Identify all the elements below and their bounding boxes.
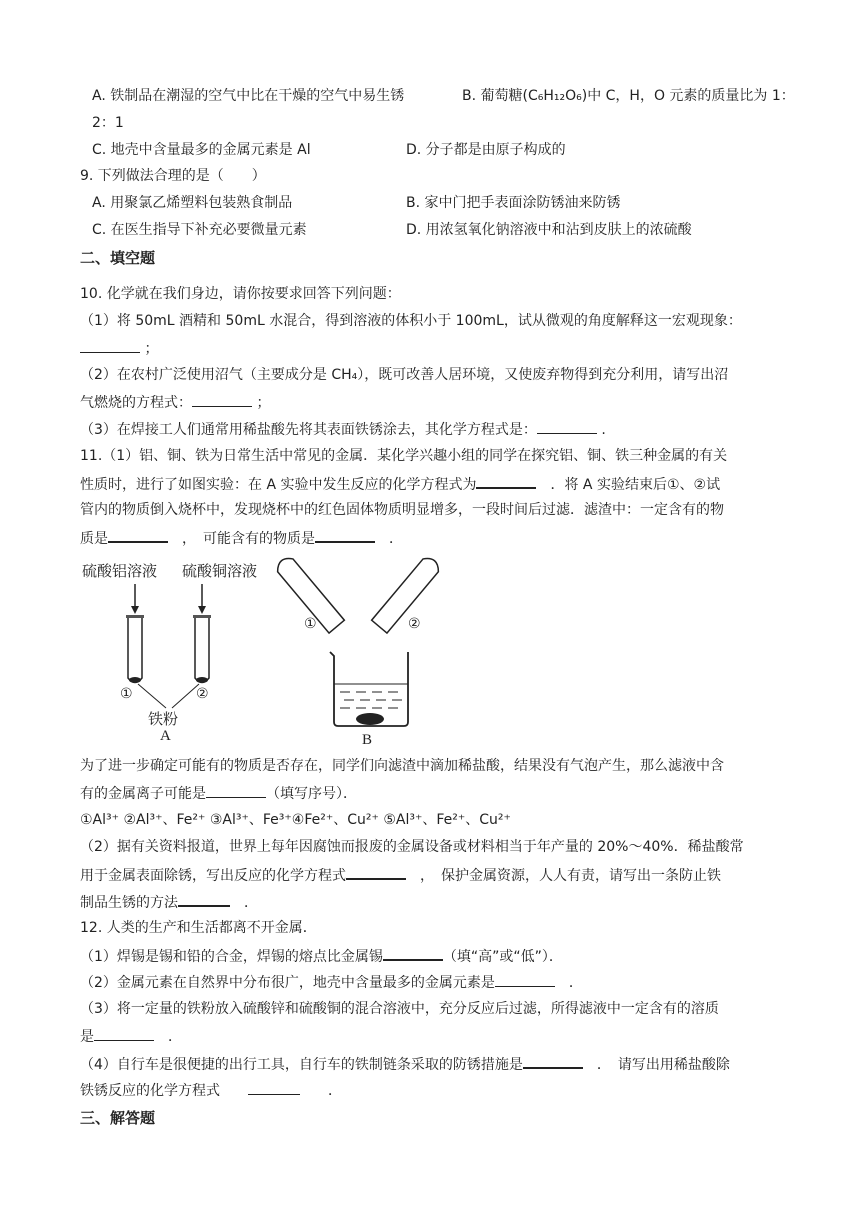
- arrow-down-icon: [198, 606, 206, 614]
- punctuation: ．: [244, 895, 258, 911]
- q11-line10-text: 制品生锈的方法: [80, 895, 178, 911]
- q8-option-c: C. 地壳中含量最多的金属元素是 Al: [92, 142, 311, 158]
- answer-blank[interactable]: [178, 891, 230, 907]
- q12-part4-text: （4）自行车是很便捷的出行工具，自行车的铁制链条采取的防锈措施是: [80, 1057, 523, 1073]
- test-tube-icon: [372, 556, 443, 633]
- q10-part2: （2）在农村广泛使用沼气（主要成分是 CH₄），既可改善人居环境，又使废弃物得到充分利用，请写出沼: [80, 367, 729, 383]
- q10-part2-line2: [80, 392, 270, 413]
- punctuation: .: [601, 422, 606, 438]
- q9-option-a: A. 用聚氯乙烯塑料包装熟食制品: [92, 195, 293, 211]
- q12-part4-text-end: ． 请写出用稀盐酸除: [596, 1057, 730, 1073]
- q11-line9-text-end: ， 保护金属资源，人人有责，请写出一条防止铁: [420, 868, 721, 884]
- q8-option-a: A. 铁制品在潮湿的空气中比在干燥的空气中易生锈: [92, 88, 405, 104]
- q8-option-b: B. 葡萄糖(C₆H₁₂O₆)中 C，H，O 元素的质量比为 1：: [462, 88, 795, 104]
- q12-stem: 12. 人类的生产和生活都离不开金属．: [80, 920, 317, 936]
- q11-ion-options: ①Al³⁺ ②Al³⁺、Fe²⁺ ③Al³⁺、Fe³⁺④Fe²⁺、Cu²⁺ ⑤Al³⁺、Fe²⁺、Cu²⁺: [80, 812, 511, 828]
- answer-blank[interactable]: [476, 473, 536, 489]
- q11-line4-text2: ， 可能含有的物质是: [182, 531, 315, 547]
- experiment-drawing: [80, 556, 460, 756]
- punctuation: ；: [144, 341, 159, 357]
- q11-line2-text-end: ．将 A 实验结束后①、②试: [550, 477, 721, 493]
- answer-blank[interactable]: [346, 864, 406, 880]
- q11-line4-text: 质是: [80, 531, 108, 547]
- q11-line6-text: 有的金属离子可能是: [80, 786, 206, 802]
- q11-line2: [80, 473, 720, 495]
- q8-option-b-continued: 2：1: [92, 115, 124, 131]
- tube-number-1-b: ①: [304, 616, 317, 632]
- q12-part1: [80, 945, 563, 967]
- q10-part2-text: 气燃烧的方程式：: [80, 395, 192, 411]
- q11-line5: 为了进一步确定可能有的物质是否存在，同学们向滤渣中滴加稀盐酸，结果没有气泡产生，那么滤液中含: [80, 758, 724, 774]
- q11-line3: 管内的物质倒入烧杯中，发现烧杯中的红色固体物质明显增多，一段时间后过滤．滤渣中：一定含有的物: [80, 502, 724, 518]
- q10-part1-answer: [80, 338, 158, 359]
- section-heading-answer: 三、解答题: [80, 1109, 156, 1127]
- q11-line6: [80, 783, 357, 804]
- q12-part3-answer: [80, 1026, 182, 1047]
- punctuation: ．: [389, 531, 403, 547]
- label-iron-powder: 铁粉: [148, 710, 179, 728]
- answer-blank[interactable]: [537, 419, 597, 434]
- q12-part4: [80, 1053, 730, 1075]
- tube-number-1: ①: [120, 686, 133, 702]
- q12-part2-text: （2）金属元素在自然界中分布很广，地壳中含量最多的金属元素是: [80, 975, 495, 991]
- q11-line2-text: 性质时，进行了如图实验：在 A 实验中发生反应的化学方程式为: [80, 477, 477, 493]
- label-copper-sulfate: 硫酸铜溶液: [182, 562, 258, 580]
- test-tube-icon: [128, 618, 142, 683]
- q10-part3-text: （3）在焊接工人们通常用稀盐酸先将其表面铁锈涂去，其化学方程式是：: [80, 422, 537, 438]
- punctuation: ；: [256, 395, 271, 411]
- q11-line6-text-end: （填写序号）．: [266, 786, 357, 802]
- q12-part2: [80, 972, 583, 993]
- q11-line10: [80, 891, 258, 913]
- arrow-down-icon: [131, 606, 139, 614]
- q8-option-d: D. 分子都是由原子构成的: [406, 142, 566, 158]
- answer-blank[interactable]: [80, 338, 140, 353]
- punctuation: ．: [568, 975, 583, 991]
- q9-option-c: C. 在医生指导下补充必要微量元素: [92, 222, 307, 238]
- answer-blank[interactable]: [495, 972, 555, 987]
- test-tube-icon: [195, 618, 209, 683]
- section-heading-fill-in: 二、填空题: [80, 249, 156, 267]
- answer-blank[interactable]: [383, 945, 443, 961]
- tube-number-2-b: ②: [408, 616, 421, 632]
- label-aluminum-sulfate: 硫酸铝溶液: [82, 562, 158, 580]
- answer-blank[interactable]: [248, 1080, 300, 1095]
- q11-line4: [80, 527, 403, 549]
- q11-line1: 11.（1）铝、铜、铁为日常生活中常见的金属．某化学兴趣小组的同学在探究铝、铜、铁三种金属的有关: [80, 448, 728, 464]
- experiment-figure: [80, 556, 460, 756]
- answer-blank[interactable]: [206, 783, 266, 798]
- q11-line9: [80, 864, 721, 886]
- q10-stem: 10. 化学就在我们身边，请你按要求回答下列问题：: [80, 286, 401, 302]
- q12-part4-line2: [80, 1080, 342, 1101]
- q10-part1: （1）将 50mL 酒精和 50mL 水混合，得到溶液的体积小于 100mL，试从微观的角度解释这一宏观现象：: [80, 313, 742, 329]
- figure-label-a: A: [160, 728, 171, 744]
- answer-blank[interactable]: [192, 392, 252, 407]
- answer-blank[interactable]: [108, 527, 168, 543]
- q12-part3-text: 是: [80, 1029, 94, 1045]
- q10-part3: [80, 419, 606, 440]
- q12-part3: （3）将一定量的铁粉放入硫酸锌和硫酸铜的混合溶液中，充分反应后过滤，所得滤液中一定含有的溶质: [80, 1001, 719, 1017]
- answer-blank[interactable]: [523, 1053, 583, 1069]
- punctuation: ．: [168, 1029, 182, 1045]
- answer-blank[interactable]: [94, 1026, 154, 1041]
- q12-part1-text: （1）焊锡是锡和铅的合金，焊锡的熔点比金属锡: [80, 949, 383, 965]
- tube-number-2: ②: [196, 686, 209, 702]
- q9-stem: 9. 下列做法合理的是（ ）: [80, 168, 266, 184]
- q11-line9-text: 用于金属表面除锈，写出反应的化学方程式: [80, 868, 346, 884]
- q12-part1-text-end: （填“高”或“低”）．: [442, 949, 563, 965]
- punctuation: ．: [328, 1083, 342, 1099]
- answer-blank[interactable]: [315, 527, 375, 543]
- q12-part4-text2: 铁锈反应的化学方程式: [80, 1083, 220, 1099]
- q11-line8: （2）据有关资料报道，世界上每年因腐蚀而报废的金属设备或材料相当于年产量的 20%～40%．稀盐酸常: [80, 839, 744, 855]
- figure-label-b: B: [362, 732, 373, 748]
- q9-option-b: B. 家中门把手表面涂防锈油来防锈: [406, 195, 621, 211]
- q9-option-d: D. 用浓氢氧化钠溶液中和沾到皮肤上的浓硫酸: [406, 222, 692, 238]
